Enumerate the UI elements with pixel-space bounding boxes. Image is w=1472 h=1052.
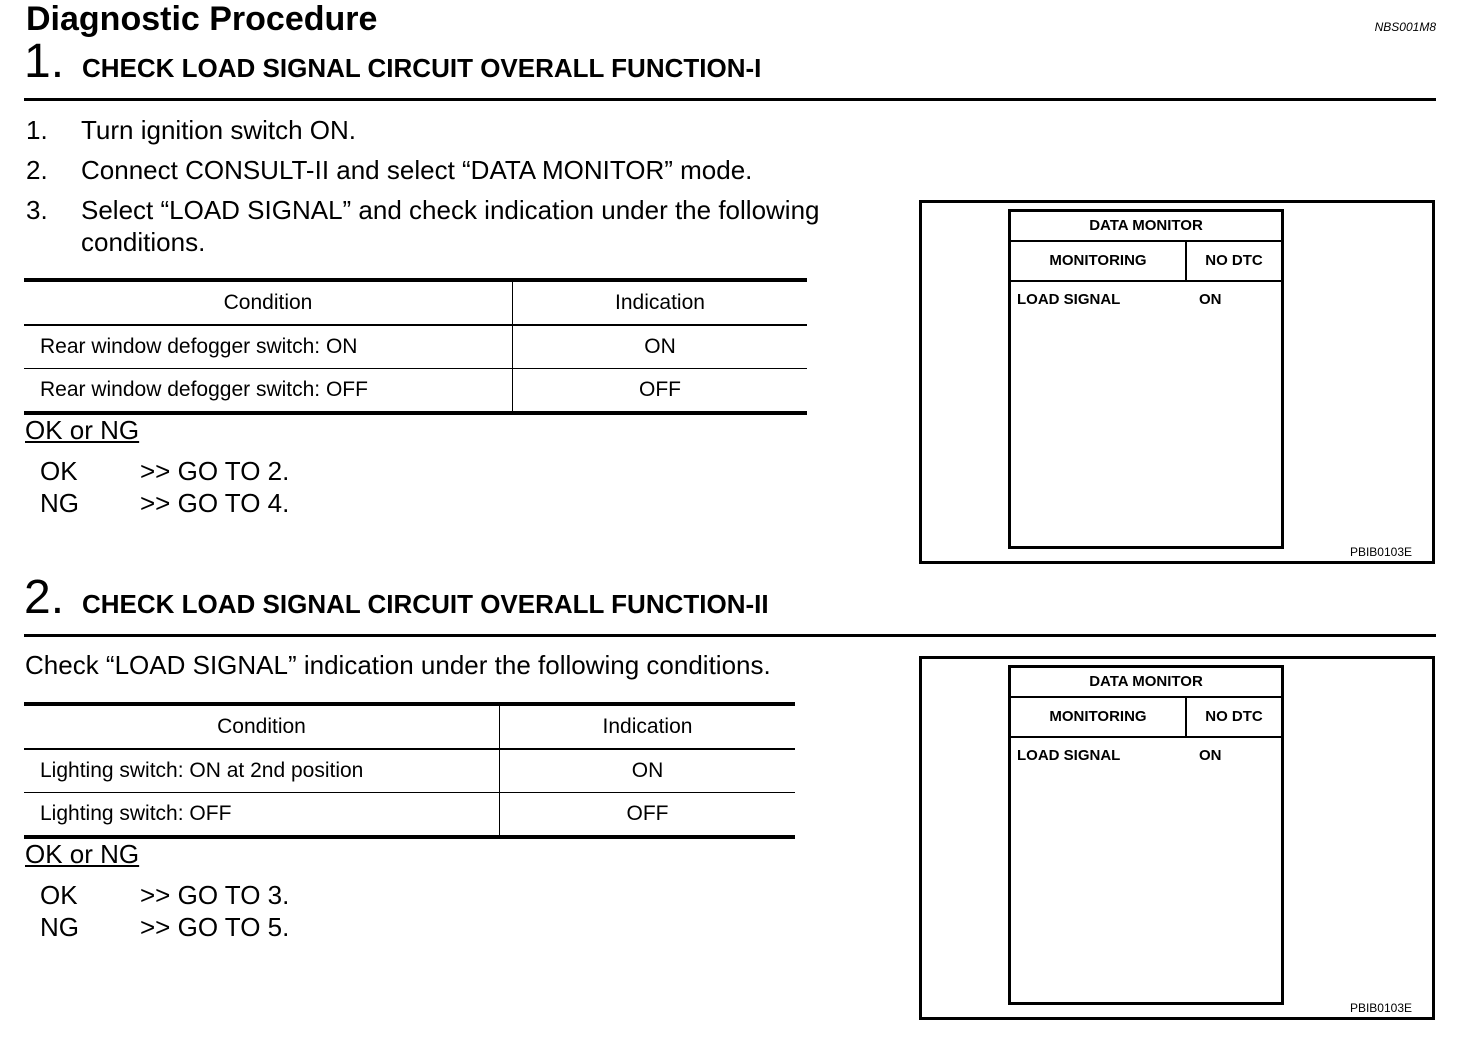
column-header-indication: Indication [513, 280, 808, 325]
signal-value: ON [1199, 747, 1222, 764]
document-code: NBS001M8 [1374, 20, 1436, 34]
table-header-row [24, 280, 807, 325]
step-1-data-monitor-figure [919, 200, 1435, 564]
monitoring-label: MONITORING [1011, 698, 1187, 736]
column-header-condition: Condition [24, 280, 513, 325]
monitor-title: DATA MONITOR [1011, 668, 1281, 698]
table-row [24, 369, 807, 414]
table-row [24, 793, 795, 838]
no-dtc-label: NO DTC [1205, 708, 1263, 725]
table-cell: Lighting switch: OFF [24, 793, 500, 838]
figure-code: PBIB0103E [1349, 1001, 1412, 1015]
monitor-status-row [1011, 698, 1281, 738]
data-monitor-screen [1008, 209, 1284, 549]
list-item: 1. Turn ignition switch ON. [26, 115, 357, 145]
signal-name: LOAD SIGNAL [1017, 747, 1121, 764]
table-row [24, 325, 807, 369]
signal-value: ON [1199, 291, 1222, 308]
table-cell: OFF [513, 369, 808, 414]
table-header-row [24, 704, 795, 749]
step-1-ng-result: NG >> GO TO 4. [40, 488, 290, 518]
signal-name: LOAD SIGNAL [1017, 291, 1121, 308]
column-header-indication: Indication [500, 704, 796, 749]
table-cell: Rear window defogger switch: OFF [24, 369, 513, 414]
step-2-intro: Check “LOAD SIGNAL” indication under the following conditions. [25, 650, 771, 680]
table-cell: Rear window defogger switch: ON [24, 325, 513, 369]
list-item: 2. Connect CONSULT-II and select “DATA MONITOR” mode. [26, 155, 753, 185]
no-dtc-label: NO DTC [1205, 252, 1263, 269]
table-cell: ON [500, 749, 796, 793]
table-cell: ON [513, 325, 808, 369]
step-1-instructions [26, 114, 911, 266]
step-2-number: 2. [24, 571, 65, 624]
step-1-title: CHECK LOAD SIGNAL CIRCUIT OVERALL FUNCTION-I [82, 53, 762, 83]
step-2-title: CHECK LOAD SIGNAL CIRCUIT OVERALL FUNCTION-II [82, 589, 769, 619]
figure-code: PBIB0103E [1349, 545, 1412, 559]
step-1-ok-result: OK >> GO TO 2. [40, 456, 290, 486]
step-2-ok-or-ng-title: OK or NG [25, 839, 140, 869]
monitor-signal-row [1011, 738, 1281, 764]
page-title: Diagnostic Procedure [26, 0, 378, 38]
step-1-ok-or-ng-title: OK or NG [25, 415, 140, 445]
step-1-condition-table [24, 278, 807, 415]
step-2-ok-result: OK >> GO TO 3. [40, 880, 290, 910]
step-1-number: 1. [24, 35, 65, 88]
list-item: 3. Select “LOAD SIGNAL” and check indication under the following conditions. [26, 195, 820, 257]
step-2-header [24, 571, 1436, 637]
step-1-header [24, 35, 1436, 101]
table-cell: OFF [500, 793, 796, 838]
monitoring-label: MONITORING [1011, 242, 1187, 280]
step-2-condition-table [24, 702, 795, 839]
step-2-ng-result: NG >> GO TO 5. [40, 912, 290, 942]
data-monitor-screen [1008, 665, 1284, 1005]
column-header-condition: Condition [24, 704, 500, 749]
table-cell: Lighting switch: ON at 2nd position [24, 749, 500, 793]
table-row [24, 749, 795, 793]
step-2-data-monitor-figure [919, 656, 1435, 1020]
monitor-signal-row [1011, 282, 1281, 308]
monitor-status-row [1011, 242, 1281, 282]
monitor-title: DATA MONITOR [1011, 212, 1281, 242]
